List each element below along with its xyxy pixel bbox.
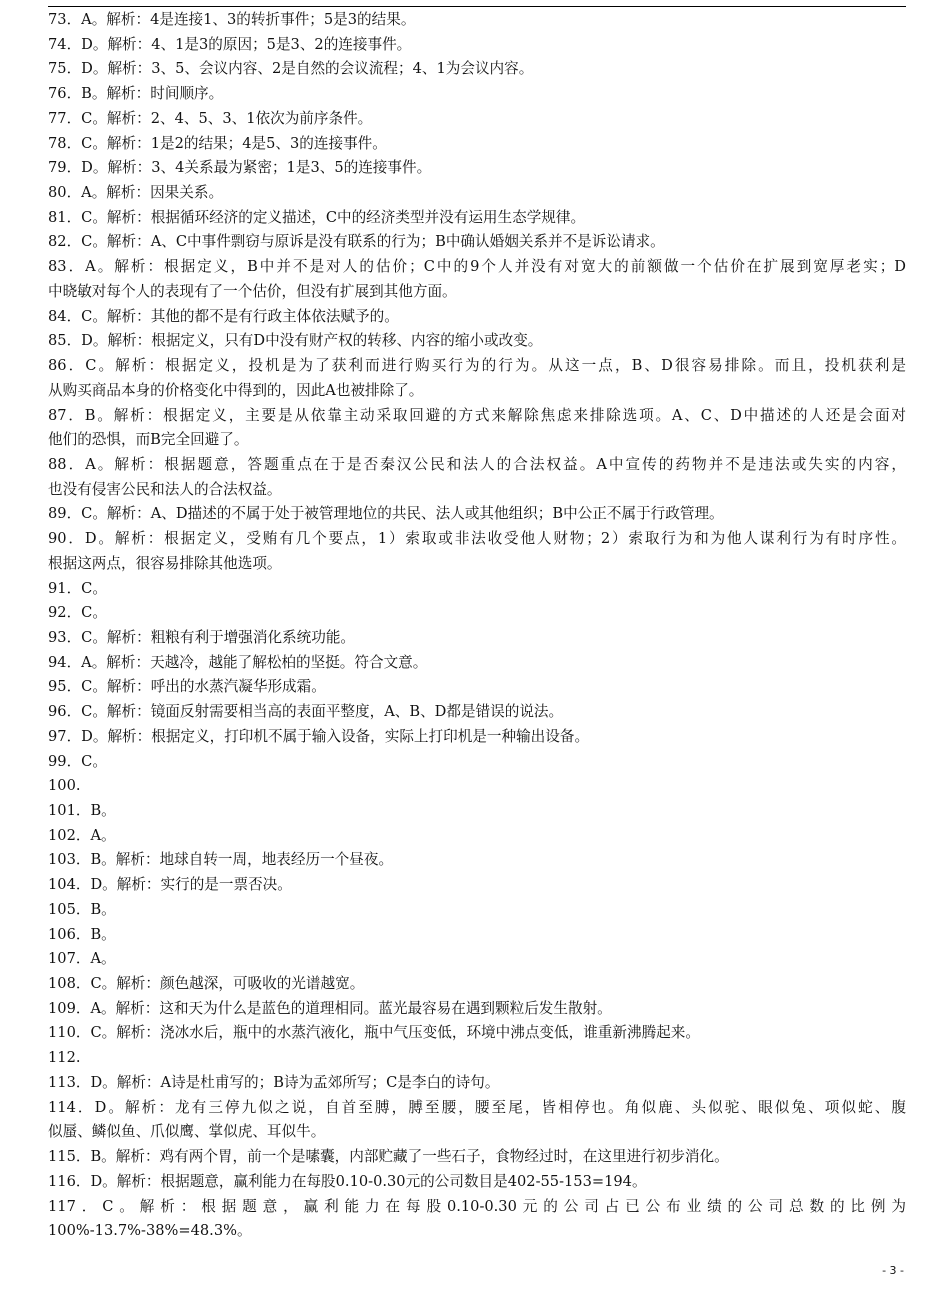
answer-line: 107．A。 xyxy=(48,950,116,968)
answer-line: 80．A。解析：因果关系。 xyxy=(48,184,224,202)
answer-line: 81．C。解析：根据循环经济的定义描述，C中的经济类型并没有运用生态学规律。 xyxy=(48,208,586,226)
answer-line: 83．A。解析：根据定义，B中并不是对人的估价；C中的9个人并没有对宽大的前额做一个估价在扩展到宽厚老实；D xyxy=(48,258,906,276)
answer-line: 76．B。解析：时间顺序。 xyxy=(48,85,224,103)
answer-line: 74．D。解析：4、1是3的原因；5是3、2的连接事件。 xyxy=(48,35,412,53)
answer-line: 114．D。解析：龙有三停九似之说，自首至膊，膊至腰，腰至尾，皆相停也。角似鹿、头似驼、眼似兔、项似蛇、腹 xyxy=(48,1098,906,1116)
answer-line: 73．A。解析：4是连接1、3的转折事件；5是3的结果。 xyxy=(48,11,416,28)
answer-line: 94．A。解析：天越冷，越能了解松柏的坚挺。符合文意。 xyxy=(48,653,428,671)
answer-line: 87．B。解析：根据定义，主要是从依靠主动采取回避的方式来解除焦虑来排除选项。A、C、D中描述的人还是会面对 xyxy=(48,406,906,424)
answer-line: 75．D。解析：3、5、会议内容、2是自然的会议流程；4、1为会议内容。 xyxy=(48,60,534,78)
answer-line: 116．D。解析：根据题意，赢利能力在每股0.10-0.30元的公司数目是402-55-153=194。 xyxy=(48,1172,647,1190)
answer-line: 78．C。解析：1是2的结果；4是5、3的连接事件。 xyxy=(48,134,387,152)
header-rule xyxy=(48,6,906,7)
answer-line: 89．C。解析：A、D描述的不属于处于被管理地位的共民、法人或其他组织；B中公正不属于行政管理。 xyxy=(48,505,724,523)
page-number: - 3 - xyxy=(882,1264,904,1277)
answer-line: 79．D。解析：3、4关系最为紧密；1是3、5的连接事件。 xyxy=(48,159,432,177)
answer-line: 93．C。解析：粗粮有利于增强消化系统功能。 xyxy=(48,628,356,646)
answer-line: 108．C。解析：颜色越深，可吸收的光谱越宽。 xyxy=(48,975,365,993)
answer-line: 似蜃、鳞似鱼、爪似鹰、掌似虎、耳似牛。 xyxy=(48,1123,326,1141)
answer-key-body xyxy=(48,8,906,1244)
answer-line: 88．A。解析：根据题意，答题重点在于是否秦汉公民和法人的合法权益。A中宣传的药物并不是违法或失实的内容， xyxy=(48,455,906,473)
answer-line: 91．C。 xyxy=(48,579,107,597)
answer-line: 103．B。解析：地球自转一周，地表经历一个昼夜。 xyxy=(48,851,394,869)
answer-line: 109．A。解析：这和天为什么是蓝色的道理相同。蓝光最容易在遇到颗粒后发生散射。 xyxy=(48,999,612,1017)
answer-line: 104．D。解析：实行的是一票否决。 xyxy=(48,876,292,894)
answer-line: 115．B。解析：鸡有两个胃，前一个是嗉囊，内部贮藏了一些石子，食物经过时，在这里进行初步消化。 xyxy=(48,1148,729,1166)
answer-line: 中晓敏对每个人的表现有了一个估价，但没有扩展到其他方面。 xyxy=(48,282,457,300)
answer-line: 106．B。 xyxy=(48,925,116,943)
answer-line: 根据这两点，很容易排除其他选项。 xyxy=(48,554,282,572)
answer-line: 113．D。解析：A诗是杜甫写的；B诗为孟郊所写；C是李白的诗句。 xyxy=(48,1073,500,1091)
answer-line: 110．C。解析：浇冰水后，瓶中的水蒸汽液化，瓶中气压变低，环境中沸点变低，谁重新沸腾起来。 xyxy=(48,1024,700,1042)
answer-line: 97．D。解析：根据定义，打印机不属于输入设备，实际上打印机是一种输出设备。 xyxy=(48,727,590,745)
answer-line: 112. xyxy=(48,1049,81,1067)
answer-line: 从购买商品本身的价格变化中得到的，因此A也被排除了。 xyxy=(48,381,424,399)
answer-line: 100. xyxy=(48,777,81,795)
answer-line: 84．C。解析：其他的都不是有行政主体依法赋予的。 xyxy=(48,307,399,325)
answer-line: 96．C。解析：镜面反射需要相当高的表面平整度，A、B、D都是错误的说法。 xyxy=(48,703,564,721)
answer-line: 他们的恐惧，而B完全回避了。 xyxy=(48,431,249,449)
answer-line: 77．C。解析：2、4、5、3、1依次为前序条件。 xyxy=(48,109,373,127)
answer-line: 86．C。解析：根据定义，投机是为了获利而进行购买行为的行为。从这一点，B、D很容易排除。而且，投机获利是 xyxy=(48,357,906,375)
answer-line: 92．C。 xyxy=(48,604,107,622)
answer-line: 85．D。解析：根据定义，只有D中没有财产权的转移、内容的缩小或改变。 xyxy=(48,332,543,350)
answer-line: 117．C。解析：根据题意，赢利能力在每股0.10-0.30元的公司占已公布业绩的公司总数的比例为 xyxy=(48,1197,906,1215)
answer-line: 95．C。解析：呼出的水蒸汽凝华形成霜。 xyxy=(48,678,326,696)
answer-line: 105．B。 xyxy=(48,900,116,918)
answer-line: 82．C。解析：A、C中事件剽窃与原诉是没有联系的行为；B中确认婚姻关系并不是诉讼请求。 xyxy=(48,233,665,251)
answer-line: 102．A。 xyxy=(48,826,116,844)
answer-line: 也没有侵害公民和法人的合法权益。 xyxy=(48,480,282,498)
answer-line: 101．B。 xyxy=(48,802,116,819)
answer-line: 90．D。解析：根据定义，受贿有几个要点，1）索取或非法收受他人财物；2）索取行为和为他人谋利行为有时序性。 xyxy=(48,530,906,548)
answer-line: 99．C。 xyxy=(48,752,107,770)
answer-line: 100%-13.7%-38%=48.3%。 xyxy=(48,1222,252,1240)
